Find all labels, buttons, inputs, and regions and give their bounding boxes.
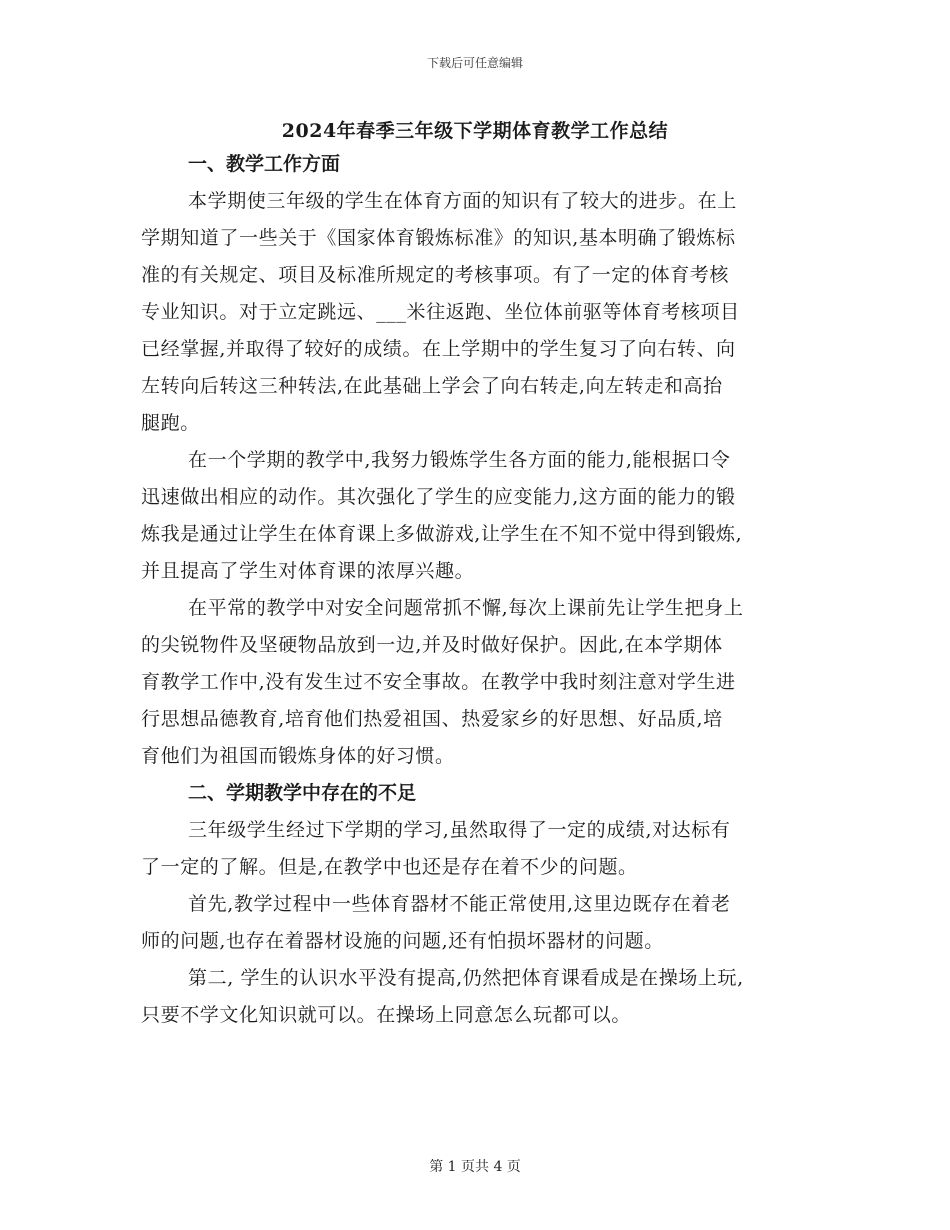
- paragraph-1: [141, 183, 813, 442]
- paragraph-line: 迅速做出相应的动作。其次强化了学生的应变能力,这方面的能力的锻: [141, 486, 736, 508]
- paragraph-line: 第二, 学生的认识水平没有提高,仍然把体育课看成是在操场上玩,: [188, 967, 744, 989]
- paragraph-line: 炼我是通过让学生在体育课上多做游戏,让学生在不知不觉中得到锻炼,: [141, 523, 743, 545]
- paragraph-line: 在一个学期的教学中,我努力锻炼学生各方面的能力,能根据口令: [188, 449, 731, 471]
- paragraph-line: 师的问题,也存在着器材设施的问题,还有怕损坏器材的问题。: [141, 930, 664, 952]
- document-body: [141, 146, 813, 1034]
- paragraph-line: 已经掌握,并取得了较好的成绩。在上学期中的学生复习了向右转、向: [141, 338, 736, 360]
- paragraph-line: 三年级学生经过下学期的学习,虽然取得了一定的成绩,对达标有: [188, 819, 731, 841]
- section-heading-1: 一、教学工作方面: [188, 153, 341, 175]
- paragraph-line: 在平常的教学中对安全问题常抓不懈,每次上课前先让学生把身上: [188, 597, 744, 619]
- paragraph-line: 学期知道了一些关于《国家体育锻炼标准》的知识,基本明确了锻炼标: [141, 227, 736, 249]
- section-heading-2: 二、学期教学中存在的不足: [188, 782, 417, 804]
- paragraph-line: 腿跑。: [141, 412, 200, 434]
- paragraph-line: 准的有关规定、项目及标准所规定的考核事项。有了一定的体育考核: [141, 264, 730, 286]
- paragraph-line: 并且提高了学生对体育课的浓厚兴趣。: [141, 560, 475, 582]
- paragraph-line: 专业知识。对于立定跳远、___米往返跑、坐位体前驱等体育考核项目: [141, 301, 740, 323]
- page-footer: 第 1 页共 4 页: [429, 1159, 521, 1175]
- paragraph-2: [141, 442, 813, 590]
- paragraph-line: 的尖锐物件及坚硬物品放到一边,并及时做好保护。因此,在本学期体: [141, 634, 723, 656]
- header-note: 下载后可任意编辑: [426, 56, 523, 70]
- paragraph-5: [141, 886, 813, 960]
- paragraph-3: [141, 590, 813, 775]
- paragraph-line: 首先,教学过程中一些体育器材不能正常使用,这里边既存在着老: [188, 893, 731, 915]
- paragraph-line: 左转向后转这三种转法,在此基础上学会了向右转走,向左转走和高抬: [141, 375, 723, 397]
- document-title: 2024年春季三年级下学期体育教学工作总结: [281, 120, 669, 142]
- paragraph-line: 育他们为祖国而锻炼身体的好习惯。: [141, 745, 455, 767]
- paragraph-4: [141, 812, 813, 886]
- paragraph-line: 只要不学文化知识就可以。在操场上同意怎么玩都可以。: [141, 1004, 632, 1026]
- paragraph-line: 本学期使三年级的学生在体育方面的知识有了较大的进步。在上: [188, 190, 737, 212]
- paragraph-line: 了一定的了解。但是,在教学中也还是存在着不少的问题。: [141, 856, 638, 878]
- paragraph-6: [141, 960, 813, 1034]
- paragraph-line: 行思想品德教育,培育他们热爱祖国、热爱家乡的好思想、好品质,培: [141, 708, 723, 730]
- paragraph-line: 育教学工作中,没有发生过不安全事故。在教学中我时刻注意对学生进: [141, 671, 736, 693]
